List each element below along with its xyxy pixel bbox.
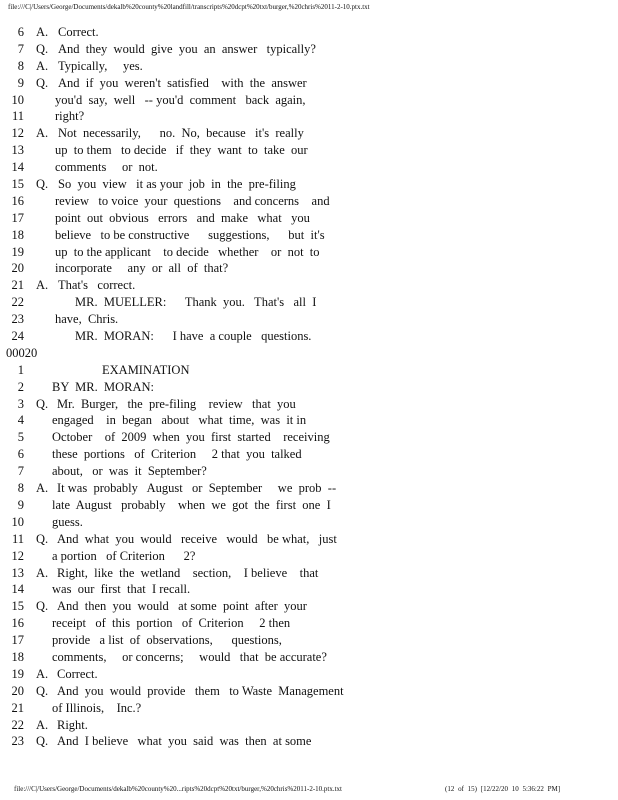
line-text: was our first that I recall. xyxy=(52,582,191,597)
line-text: And I believe what you said was then at some xyxy=(57,734,312,749)
line-number: 23 xyxy=(11,312,24,327)
transcript-line xyxy=(0,615,618,632)
line-text: provide a list of observations, questions, xyxy=(52,633,282,648)
line-text: And you would provide them to Waste Management xyxy=(57,683,344,698)
line-text: point out obvious errors and make what you xyxy=(55,210,310,225)
transcript-line xyxy=(0,125,618,142)
line-text: about, or was it September? xyxy=(52,464,207,479)
line-number: 17 xyxy=(11,633,24,648)
page-number: 00020 xyxy=(6,345,38,360)
transcript-line xyxy=(0,446,618,463)
line-text: And then you would at some point after your xyxy=(57,599,307,614)
line-number: 17 xyxy=(11,210,24,225)
line-number: 13 xyxy=(11,143,24,158)
transcript-line xyxy=(0,227,618,244)
speaker-label: Q. xyxy=(36,683,49,698)
line-number: 22 xyxy=(11,717,24,732)
transcript-line xyxy=(0,193,618,210)
line-text: you'd say, well -- you'd comment back again, xyxy=(55,92,306,107)
speaker-label: A. xyxy=(36,666,49,681)
line-text: It was probably August or September we prob -- xyxy=(57,481,337,496)
line-number: 10 xyxy=(11,514,24,529)
transcript-line xyxy=(0,463,618,480)
line-text: late August probably when we got the first one I xyxy=(52,497,331,512)
line-number: 14 xyxy=(11,160,24,175)
transcript-line xyxy=(0,260,618,277)
transcript-line xyxy=(0,666,618,683)
transcript-line xyxy=(0,379,618,396)
transcript-line xyxy=(0,632,618,649)
line-number: 19 xyxy=(11,666,24,681)
line-text: of Illinois, Inc.? xyxy=(52,700,142,715)
line-text: have, Chris. xyxy=(55,312,119,327)
speaker-label: Q. xyxy=(36,75,49,90)
transcript-line xyxy=(0,649,618,666)
line-text: engaged in began about what time, was it in xyxy=(52,413,307,428)
speaker-label: Q. xyxy=(36,531,49,546)
transcript-line xyxy=(0,548,618,565)
speaker-label: A. xyxy=(36,565,49,580)
transcript-line xyxy=(0,41,618,58)
transcript-body xyxy=(0,24,618,750)
speaker-label: A. xyxy=(36,481,49,496)
line-text: And what you would receive would be what, just xyxy=(57,531,337,546)
line-number: 5 xyxy=(17,430,24,445)
transcript-line xyxy=(0,429,618,446)
line-number: 4 xyxy=(17,413,24,428)
line-text: guess. xyxy=(52,514,83,529)
line-number: 9 xyxy=(17,497,24,512)
line-number: 14 xyxy=(11,582,24,597)
transcript-line xyxy=(0,497,618,514)
line-number: 24 xyxy=(11,329,24,344)
transcript-line xyxy=(0,565,618,582)
file-path-header: file:///C|/Users/George/Documents/dekalb%20county%20landfill/transcripts%20dcpt%20txt/burger,%20chris%2011-2-10.ptx.txt xyxy=(8,3,370,11)
line-number: 22 xyxy=(11,295,24,310)
line-number: 8 xyxy=(17,481,24,496)
line-number: 20 xyxy=(11,683,24,698)
transcript-line xyxy=(0,598,618,615)
transcript-line xyxy=(0,159,618,176)
transcript-line xyxy=(0,176,618,193)
line-text: Correct. xyxy=(57,666,98,681)
line-number: 12 xyxy=(11,126,24,141)
transcript-line xyxy=(0,581,618,598)
line-text: review to voice your questions and concerns and xyxy=(55,193,330,208)
transcript-line xyxy=(0,24,618,41)
line-text: And they would give you an answer typically? xyxy=(58,41,316,56)
line-number: 15 xyxy=(11,599,24,614)
line-text: And if you weren't satisfied with the answer xyxy=(58,75,307,90)
transcript-line xyxy=(0,328,618,345)
transcript-line xyxy=(0,700,618,717)
transcript-line xyxy=(0,277,618,294)
line-number: 10 xyxy=(11,92,24,107)
line-text: Not necessarily, no. No, because it's really xyxy=(58,126,304,141)
line-text: comments or not. xyxy=(55,160,158,175)
line-number: 11 xyxy=(11,531,24,546)
line-text: incorporate any or all of that? xyxy=(55,261,229,276)
line-text: MR. MORAN: I have a couple questions. xyxy=(75,329,312,344)
transcript-line xyxy=(0,531,618,548)
line-number: 6 xyxy=(17,447,24,462)
line-number: 7 xyxy=(17,464,24,479)
speaker-label: A. xyxy=(36,717,49,732)
line-text: up to them to decide if they want to take our xyxy=(55,143,308,158)
line-text: BY MR. MORAN: xyxy=(52,379,154,394)
page-number-line xyxy=(0,345,618,362)
transcript-line xyxy=(0,244,618,261)
speaker-label: Q. xyxy=(36,177,49,192)
line-text: Right, like the wetland section, I believe that xyxy=(57,565,319,580)
line-number: 16 xyxy=(11,193,24,208)
line-number: 8 xyxy=(17,58,24,73)
file-path-footer: file:///C|/Users/George/Documents/dekalb%20county%20...ripts%20dcpt%20txt/burger,%20chris%2011-2-10.ptx.txt xyxy=(14,785,342,793)
transcript-line xyxy=(0,58,618,75)
line-number: 21 xyxy=(11,278,24,293)
transcript-line xyxy=(0,717,618,734)
line-number: 3 xyxy=(17,396,24,411)
line-text: believe to be constructive suggestions, but it's xyxy=(55,227,325,242)
line-text: Right. xyxy=(57,717,88,732)
line-text: October of 2009 when you first started receiving xyxy=(52,430,330,445)
page-info-footer: (12 of 15) [12/22/20 10 5:36:22 PM] xyxy=(445,785,561,793)
transcript-line xyxy=(0,311,618,328)
line-number: 19 xyxy=(11,244,24,259)
line-number: 16 xyxy=(11,616,24,631)
speaker-label: Q. xyxy=(36,396,49,411)
line-number: 7 xyxy=(17,41,24,56)
line-number: 18 xyxy=(11,649,24,664)
line-number: 21 xyxy=(11,700,24,715)
line-text: a portion of Criterion 2? xyxy=(52,548,196,563)
line-text: receipt of this portion of Criterion 2 then xyxy=(52,616,291,631)
line-number: 11 xyxy=(11,109,24,124)
speaker-label: A. xyxy=(36,126,49,141)
transcript-line xyxy=(0,294,618,311)
transcript-line xyxy=(0,396,618,413)
line-number: 18 xyxy=(11,227,24,242)
line-text: So you view it as your job in the pre-filing xyxy=(58,177,296,192)
line-text: Correct. xyxy=(58,25,99,39)
line-text: up to the applicant to decide whether or not to xyxy=(55,244,320,259)
line-number: 6 xyxy=(17,25,24,39)
line-text: comments, or concerns; would that be accurate? xyxy=(52,649,327,664)
line-text: That's correct. xyxy=(58,278,136,293)
line-text: Mr. Burger, the pre-filing review that you xyxy=(57,396,296,411)
line-text: these portions of Criterion 2 that you talked xyxy=(52,447,302,462)
line-number: 13 xyxy=(11,565,24,580)
line-number: 12 xyxy=(11,548,24,563)
speaker-label: Q. xyxy=(36,734,49,749)
transcript-line xyxy=(0,733,618,750)
transcript-line xyxy=(0,480,618,497)
speaker-label: A. xyxy=(36,278,49,293)
transcript-line xyxy=(0,412,618,429)
transcript-line xyxy=(0,362,618,379)
line-text: Typically, yes. xyxy=(58,58,143,73)
line-number: 9 xyxy=(17,75,24,90)
transcript-line xyxy=(0,75,618,92)
line-text: MR. MUELLER: Thank you. That's all I xyxy=(75,295,317,310)
line-text: right? xyxy=(55,109,85,124)
speaker-label: Q. xyxy=(36,599,49,614)
transcript-line xyxy=(0,92,618,109)
transcript-line xyxy=(0,210,618,227)
speaker-label: A. xyxy=(36,58,49,73)
transcript-line xyxy=(0,142,618,159)
line-number: 15 xyxy=(11,177,24,192)
line-number: 20 xyxy=(11,261,24,276)
transcript-line xyxy=(0,683,618,700)
speaker-label: A. xyxy=(36,25,49,39)
line-number: 1 xyxy=(17,362,24,377)
transcript-line xyxy=(0,108,618,125)
line-number: 23 xyxy=(11,734,24,749)
transcript-line xyxy=(0,514,618,531)
speaker-label: Q. xyxy=(36,41,49,56)
line-number: 2 xyxy=(17,379,24,394)
section-heading: EXAMINATION xyxy=(102,362,190,377)
